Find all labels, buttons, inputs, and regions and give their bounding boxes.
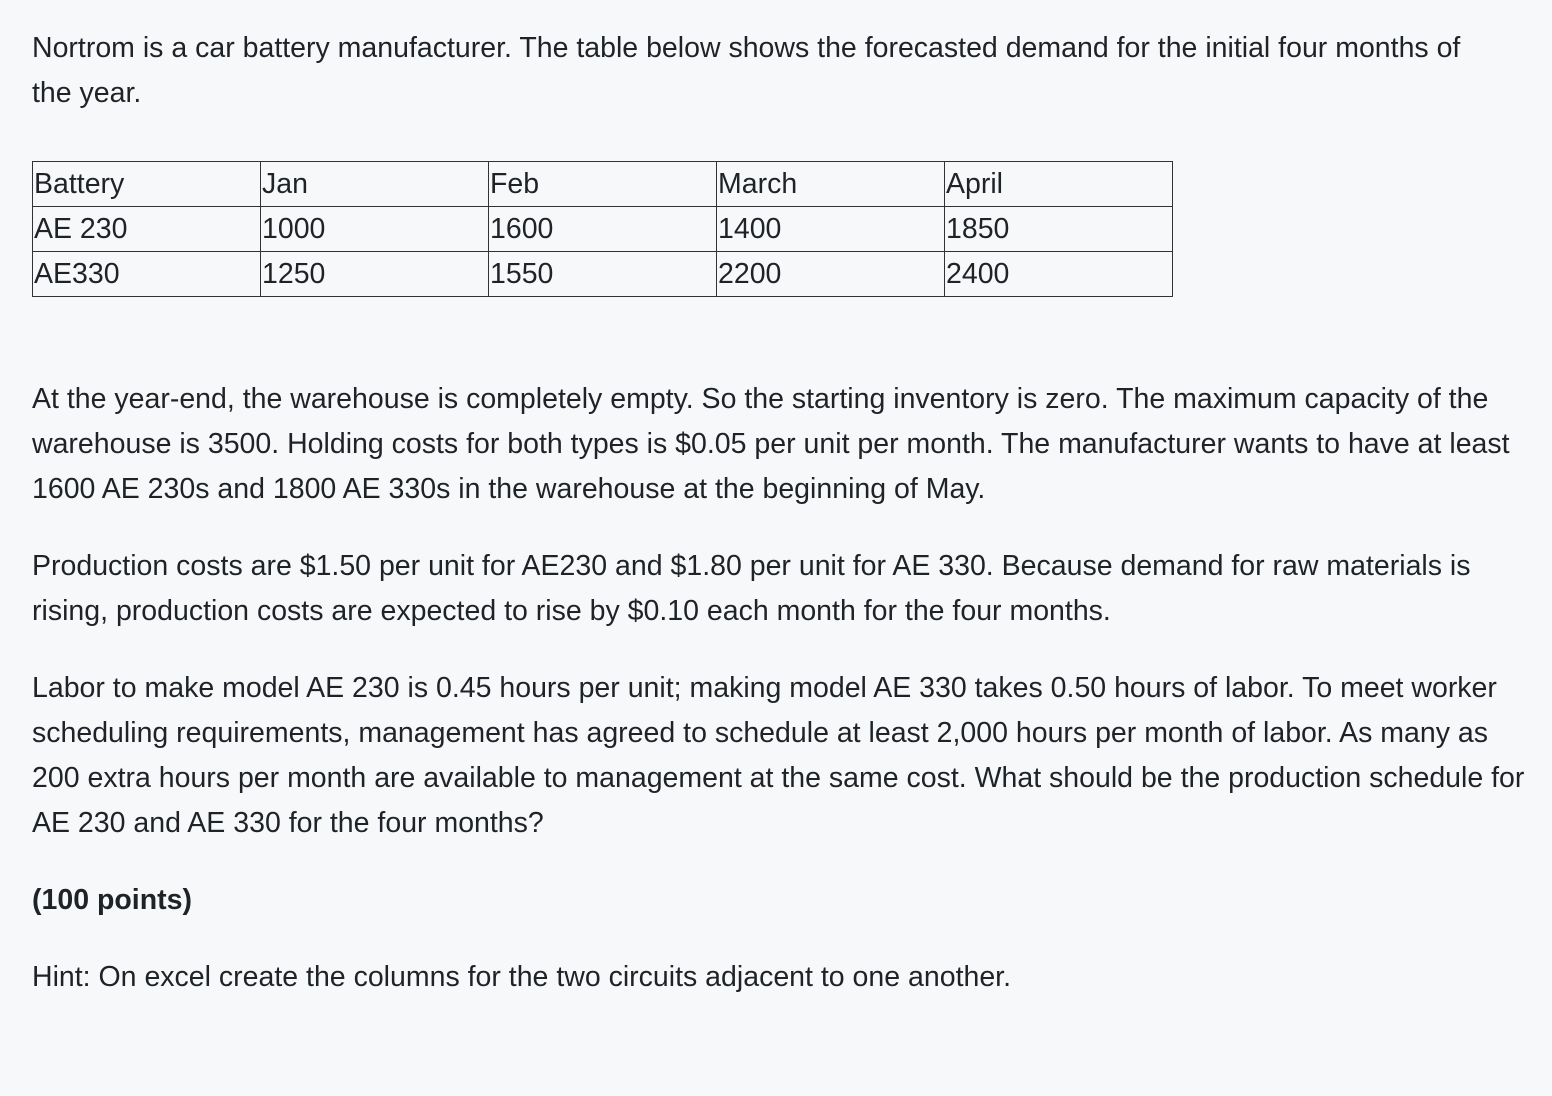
table-cell: 1600 bbox=[489, 207, 717, 252]
table-cell: 1250 bbox=[261, 252, 489, 297]
header-cell-battery: Battery bbox=[33, 162, 261, 207]
warehouse-paragraph: At the year-end, the warehouse is completely empty. So the starting inventory is zero. The maximum capacity of the warehouse is 3500. Holding costs for both types is $0.05 per unit per month. The manufacturer wants to have at least 1600 AE 230s and 1800 AE 330s in the warehouse at the beginning of May. bbox=[32, 383, 1510, 505]
document bbox=[32, 26, 1532, 1000]
table-row bbox=[33, 252, 1173, 297]
production-cost-paragraph: Production costs are $1.50 per unit for AE230 and $1.80 per unit for AE 330. Because demand for raw materials is rising, production costs are expected to rise by $0.10 each month for the four months. bbox=[32, 550, 1471, 627]
table-cell: 1400 bbox=[717, 207, 945, 252]
table-cell: 1550 bbox=[489, 252, 717, 297]
header-cell-feb: Feb bbox=[489, 162, 717, 207]
table-cell: 1850 bbox=[945, 207, 1173, 252]
table-header-row bbox=[33, 162, 1173, 207]
table-row bbox=[33, 207, 1173, 252]
points-label: (100 points) bbox=[32, 884, 192, 916]
table-cell: AE330 bbox=[33, 252, 261, 297]
table-cell: 2200 bbox=[717, 252, 945, 297]
table-cell: 1000 bbox=[261, 207, 489, 252]
table-cell: AE 230 bbox=[33, 207, 261, 252]
demand-table bbox=[32, 161, 1173, 297]
labor-paragraph: Labor to make model AE 230 is 0.45 hours per unit; making model AE 330 takes 0.50 hours of labor. To meet worker scheduling requirements, management has agreed to schedule at least 2,000 hours per month of labor. As many as 200 extra hours per month are available to management at the same cost. What should be the production schedule for AE 230 and AE 330 for the four months? bbox=[32, 672, 1525, 839]
intro-paragraph: Nortrom is a car battery manufacturer. The table below shows the forecasted demand for the initial four months of the year. bbox=[32, 32, 1461, 109]
hint-paragraph: Hint: On excel create the columns for the two circuits adjacent to one another. bbox=[32, 961, 1012, 993]
table-cell: 2400 bbox=[945, 252, 1173, 297]
header-cell-april: April bbox=[945, 162, 1173, 207]
header-cell-march: March bbox=[717, 162, 945, 207]
header-cell-jan: Jan bbox=[261, 162, 489, 207]
